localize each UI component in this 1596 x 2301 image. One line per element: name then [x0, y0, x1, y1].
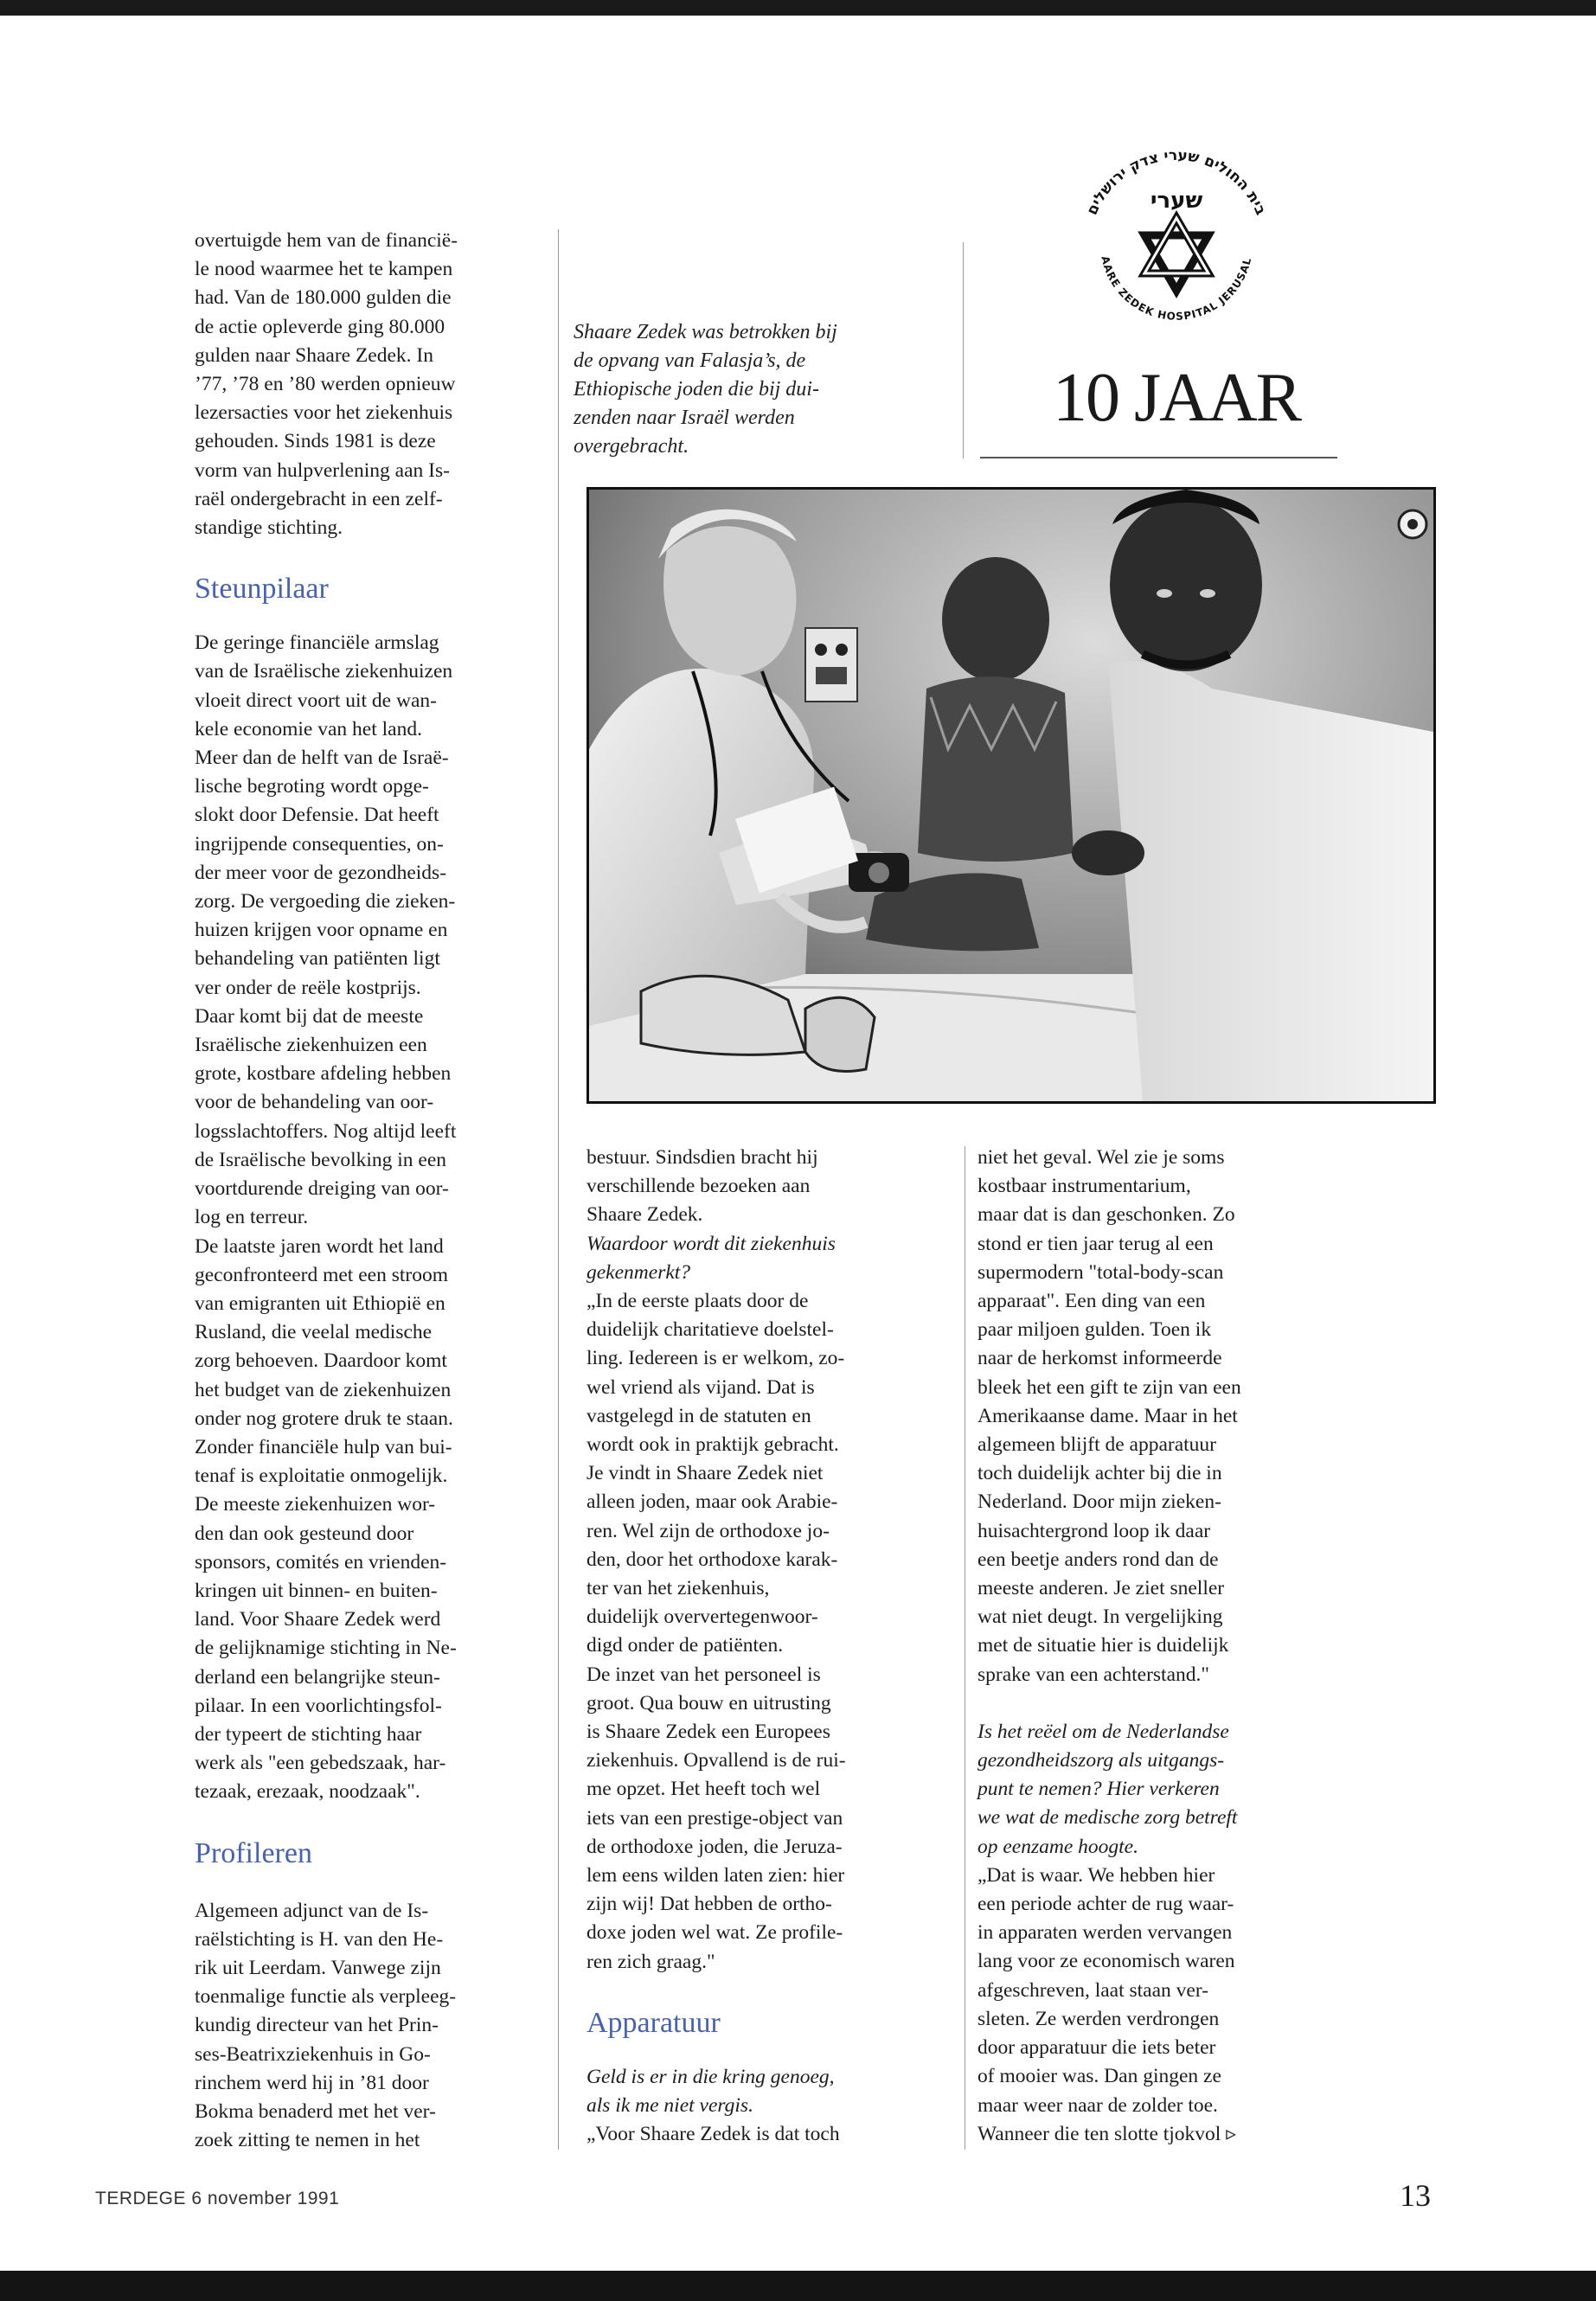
text-line: Shaare Zedek.: [586, 1203, 703, 1227]
column-3: [977, 1144, 1349, 2149]
text-line: den, door het orthodoxe karak-: [586, 1548, 838, 1571]
caption-rule: [963, 242, 964, 458]
text-line: het budget van de ziekenhuizen: [195, 1378, 452, 1401]
top-border: [0, 0, 1596, 16]
text-line: ter van het ziekenhuis,: [586, 1577, 770, 1600]
text-line: zorg. De vergoeding die zieken-: [195, 890, 456, 913]
badge-underline: [980, 457, 1337, 458]
anniversary-badge: 10 JAAR: [1052, 360, 1301, 436]
text-line: ver onder de reële kostprijs.: [195, 976, 421, 999]
text-line: niet het geval. Wel zie je soms: [977, 1146, 1225, 1169]
text-line: grote, kostbare afdeling hebben: [195, 1062, 452, 1086]
text-line: duidelijk oververtegenwoor-: [586, 1606, 818, 1629]
text-line: paar miljoen gulden. Toen ik: [977, 1318, 1212, 1342]
text-line: meeste anderen. Je ziet sneller: [977, 1577, 1225, 1600]
text-line: van emigranten uit Ethiopië en: [195, 1292, 445, 1315]
text-line: in apparaten werden vervangen: [977, 1921, 1233, 1945]
footer-source: TERDEGE 6 november 1991: [95, 2189, 340, 2208]
text-line: zoek zitting te nemen in het: [195, 2129, 420, 2152]
text-line: duidelijk charitatieve doelstel-: [586, 1318, 834, 1342]
col1-paragraph-3: [195, 1897, 545, 2156]
text-line: „Dat is waar. We hebben hier: [977, 1863, 1215, 1887]
text-line: lem eens wilden laten zien: hier: [586, 1864, 845, 1888]
text-line: apparaat". Een ding van een: [977, 1290, 1206, 1313]
text-line: Waardoor wordt dit ziekenhuis: [586, 1232, 836, 1255]
text-line: „Voor Shaare Zedek is dat toch: [586, 2123, 840, 2146]
text-line: de gelijknamige stichting in Ne-: [195, 1637, 457, 1660]
text-line: Shaare Zedek was betrokken bij: [574, 321, 837, 343]
text-line: overtuigde hem van de financië-: [195, 229, 458, 252]
text-line: ziekenhuis. Opvallend is de rui-: [586, 1749, 846, 1772]
text-line: gehouden. Sinds 1981 is deze: [195, 430, 436, 453]
text-line: verschillende bezoeken aan: [586, 1175, 811, 1198]
text-line: land. Voor Shaare Zedek werd: [195, 1608, 441, 1631]
text-line: zenden naar Israël werden: [574, 407, 795, 429]
heading-apparatuur: Apparatuur: [586, 2006, 721, 2039]
logo-hebrew-center: שערי: [1150, 188, 1203, 214]
text-line: zijn wij! Dat hebben de ortho-: [586, 1893, 832, 1916]
text-line: supermodern "total-body-scan: [977, 1260, 1224, 1284]
text-line: alleen joden, maar ook Arabie-: [586, 1490, 838, 1514]
text-line: de orthodoxe joden, die Jeruza-: [586, 1835, 843, 1858]
heading-steunpilaar: Steunpilaar: [195, 573, 329, 606]
text-line: gezondheidszorg als uitgangs-: [977, 1749, 1225, 1772]
text-line: overgebracht.: [574, 435, 689, 458]
text-line: vorm van hulpverlening aan Is-: [195, 458, 450, 482]
text-line: zorg behoeven. Daardoor komt: [195, 1349, 447, 1373]
text-line: Israëlische ziekenhuizen een: [195, 1034, 427, 1057]
text-line: Meer dan de helft van de Israë-: [195, 747, 449, 770]
text-line: den dan ook gesteund door: [195, 1522, 414, 1545]
text-line: bleek het een gift te zijn van een: [977, 1375, 1241, 1399]
text-line: is Shaare Zedek een Europees: [586, 1721, 830, 1744]
text-line: ’77, ’78 en ’80 werden opnieuw: [195, 373, 456, 396]
col2-paragraph-1: [586, 1144, 950, 1230]
text-line: ling. Iedereen is er welkom, zo-: [586, 1347, 845, 1370]
col2-paragraph-2: [586, 1287, 950, 1977]
text-line: vloeit direct voort uit de wan-: [195, 689, 437, 712]
text-line: toch duidelijk achter bij die in: [977, 1462, 1222, 1485]
text-line: Je vindt in Shaare Zedek niet: [586, 1462, 824, 1485]
text-line: Is het reëel om de Nederlandse: [977, 1720, 1229, 1743]
text-line: bestuur. Sindsdien bracht hij: [586, 1146, 818, 1169]
text-line: kele economie van het land.: [195, 717, 422, 740]
text-line: Wanneer die ten slotte tjokvol ▹: [977, 2122, 1237, 2145]
text-line: Nederland. Door mijn zieken-: [977, 1490, 1221, 1514]
text-line: iets van een prestige-object van: [586, 1806, 843, 1830]
text-line: kundig directeur van het Prin-: [195, 2014, 439, 2037]
heading-profileren: Profileren: [195, 1836, 312, 1869]
text-line: me opzet. Het heeft toch wel: [586, 1778, 821, 1801]
text-line: voortdurende dreiging van oor-: [195, 1177, 449, 1201]
text-line: Bokma benaderd met het ver-: [195, 2099, 436, 2123]
text-line: voor de behandeling van oor-: [195, 1091, 434, 1114]
text-line: tezaak, erezaak, noodzaak".: [195, 1780, 420, 1804]
text-line: maar dat is dan geschonken. Zo: [977, 1203, 1235, 1227]
text-line: groot. Qua bouw en uitrusting: [586, 1691, 831, 1715]
text-line: De geringe financiële armslag: [195, 631, 439, 655]
text-line: wat niet deugt. In vergelijking: [977, 1606, 1223, 1629]
text-line: onder nog grotere druk te staan.: [195, 1407, 453, 1430]
text-line: sprake van een achterstand.": [977, 1663, 1209, 1686]
text-line: sleten. Ze werden verdrongen: [977, 2007, 1220, 2030]
text-line: slokt door Defensie. Dat heeft: [195, 804, 439, 827]
text-line: gulden naar Shaare Zedek. In: [195, 343, 433, 367]
text-line: afgeschreven, laat staan ver-: [977, 1978, 1209, 2002]
text-line: door apparatuur die iets beter: [977, 2036, 1216, 2060]
nurse-child-photo-icon: [589, 490, 1433, 1101]
text-line: punt te nemen? Hier verkeren: [977, 1778, 1220, 1801]
hospital-photo: [586, 487, 1436, 1104]
text-line: een beetje anders rond dan de: [977, 1548, 1219, 1571]
text-line: rik uit Leerdam. Vanwege zijn: [195, 1956, 441, 1979]
text-line: de opvang van Falasja’s, de: [574, 349, 806, 372]
text-line: wordt ook in praktijk gebracht.: [586, 1433, 839, 1457]
text-line: stond er tien jaar terug al een: [977, 1232, 1214, 1255]
text-line: ses-Beatrixziekenhuis in Go-: [195, 2042, 431, 2066]
text-line: raëlstichting is H. van den He-: [195, 1927, 444, 1951]
text-line: een periode achter de rug waar-: [977, 1893, 1234, 1916]
text-line: als ik me niet vergis.: [586, 2094, 753, 2118]
text-line: lische begroting wordt opge-: [195, 775, 429, 798]
bottom-border: [0, 2271, 1596, 2301]
col2-question-2: [586, 2063, 950, 2120]
top-border-gap: [0, 16, 1596, 20]
text-line: maar weer naar de zolder toe.: [977, 2093, 1218, 2117]
text-line: kostbaar instrumentarium,: [977, 1175, 1191, 1198]
text-line: had. Van de 180.000 gulden die: [195, 286, 452, 310]
text-line: vastgelegd in de statuten en: [586, 1404, 811, 1427]
text-line: logsslachtoffers. Nog altijd leeft: [195, 1119, 457, 1143]
col2-question-1: [586, 1230, 950, 1287]
text-line: De laatste jaren wordt het land: [195, 1234, 444, 1258]
text-line: gekenmerkt?: [586, 1260, 691, 1284]
text-line: behandeling van patiënten ligt: [195, 947, 440, 971]
text-line: ingrijpende consequenties, on-: [195, 832, 444, 856]
hospital-seal-icon: [1068, 138, 1285, 355]
text-line: de Israëlische bevolking in een: [195, 1148, 447, 1171]
text-line: pilaar. In een voorlichtingsfol-: [195, 1694, 442, 1717]
page-number: 13: [1400, 2178, 1431, 2213]
text-line: Geld is er in die kring genoeg,: [586, 2065, 835, 2088]
text-line: toenmalige functie als verpleeg-: [195, 1985, 457, 2009]
col1-paragraph-1: [195, 227, 545, 542]
col2-paragraph-3: [586, 2120, 950, 2149]
col1-paragraph-2: [195, 629, 545, 1806]
text-line: der typeert de stichting haar: [195, 1722, 422, 1746]
text-line: op eenzame hoogte.: [977, 1835, 1138, 1858]
text-line: Zonder financiële hulp van bui-: [195, 1435, 452, 1458]
text-line: rinchem werd hij in ’81 door: [195, 2071, 429, 2094]
col3-paragraph-2: [977, 1862, 1349, 2149]
text-line: ren. Wel zijn de orthodoxe jo-: [586, 1519, 830, 1542]
text-line: De inzet van het personeel is: [586, 1663, 821, 1686]
text-line: geconfronteerd met een stroom: [195, 1263, 448, 1286]
text-line: van de Israëlische ziekenhuizen: [195, 660, 453, 683]
text-line: wel vriend als vijand. Dat is: [586, 1375, 815, 1399]
text-line: log en terreur.: [195, 1206, 309, 1229]
text-line: Ethiopische joden die bij dui-: [574, 378, 819, 401]
text-line: kringen uit binnen- en buiten-: [195, 1579, 438, 1602]
text-line: Rusland, die veelal medische: [195, 1321, 433, 1344]
text-line: doxe joden wel wat. Ze profile-: [586, 1921, 843, 1945]
text-line: de actie opleverde ging 80.000: [195, 315, 445, 338]
text-line: standige stichting.: [195, 516, 343, 540]
text-line: Amerikaanse dame. Maar in het: [977, 1404, 1238, 1427]
text-line: we wat de medische zorg betreft: [977, 1806, 1238, 1830]
text-line: raël ondergebracht in een zelf-: [195, 487, 443, 510]
text-line: derland een belangrijke steun-: [195, 1665, 440, 1689]
text-line: naar de herkomst informeerde: [977, 1347, 1222, 1370]
column-2: [586, 1144, 950, 2150]
text-line: algemeen blijft de apparatuur: [977, 1433, 1216, 1457]
col3-paragraph-1: [977, 1144, 1349, 1689]
text-line: lezersacties voor het ziekenhuis: [195, 401, 453, 425]
text-line: Daar komt bij dat de meeste: [195, 1004, 424, 1028]
text-line: lang voor ze economisch waren: [977, 1950, 1235, 1973]
shaare-zedek-logo: [1068, 138, 1285, 355]
logo-latin-ring: AARE ZEDEK HOSPITAL JERUSAL: [1099, 254, 1254, 323]
text-line: der meer voor de gezondheids-: [195, 861, 447, 884]
text-line: digd onder de patiënten.: [586, 1634, 784, 1657]
text-line: werk als "een gebedszaak, har-: [195, 1752, 446, 1775]
col3-question-1: [977, 1718, 1349, 1862]
photo-caption: [574, 318, 954, 461]
text-line: of mooier was. Dan gingen ze: [977, 2065, 1221, 2088]
text-line: Algemeen adjunct van de Is-: [195, 1899, 429, 1922]
text-line: ren zich graag.": [586, 1950, 715, 1973]
text-line: met de situatie hier is duidelijk: [977, 1634, 1229, 1657]
text-line: tenaf is exploitatie onmogelijk.: [195, 1465, 448, 1488]
text-line: sponsors, comités en vrienden-: [195, 1550, 447, 1574]
column-1: [195, 227, 545, 2155]
text-line: huizen krijgen voor opname en: [195, 919, 448, 942]
column-rule-1: [558, 229, 559, 2150]
text-line: huisachtergrond loop ik daar: [977, 1519, 1211, 1542]
text-line: „In de eerste plaats door de: [586, 1290, 809, 1313]
text-line: le nood waarmee het te kampen: [195, 258, 453, 281]
text-line: De meeste ziekenhuizen wor-: [195, 1493, 436, 1516]
logo-hebrew-ring: בית החולים שערי צדק ירושלים: [1083, 146, 1270, 218]
